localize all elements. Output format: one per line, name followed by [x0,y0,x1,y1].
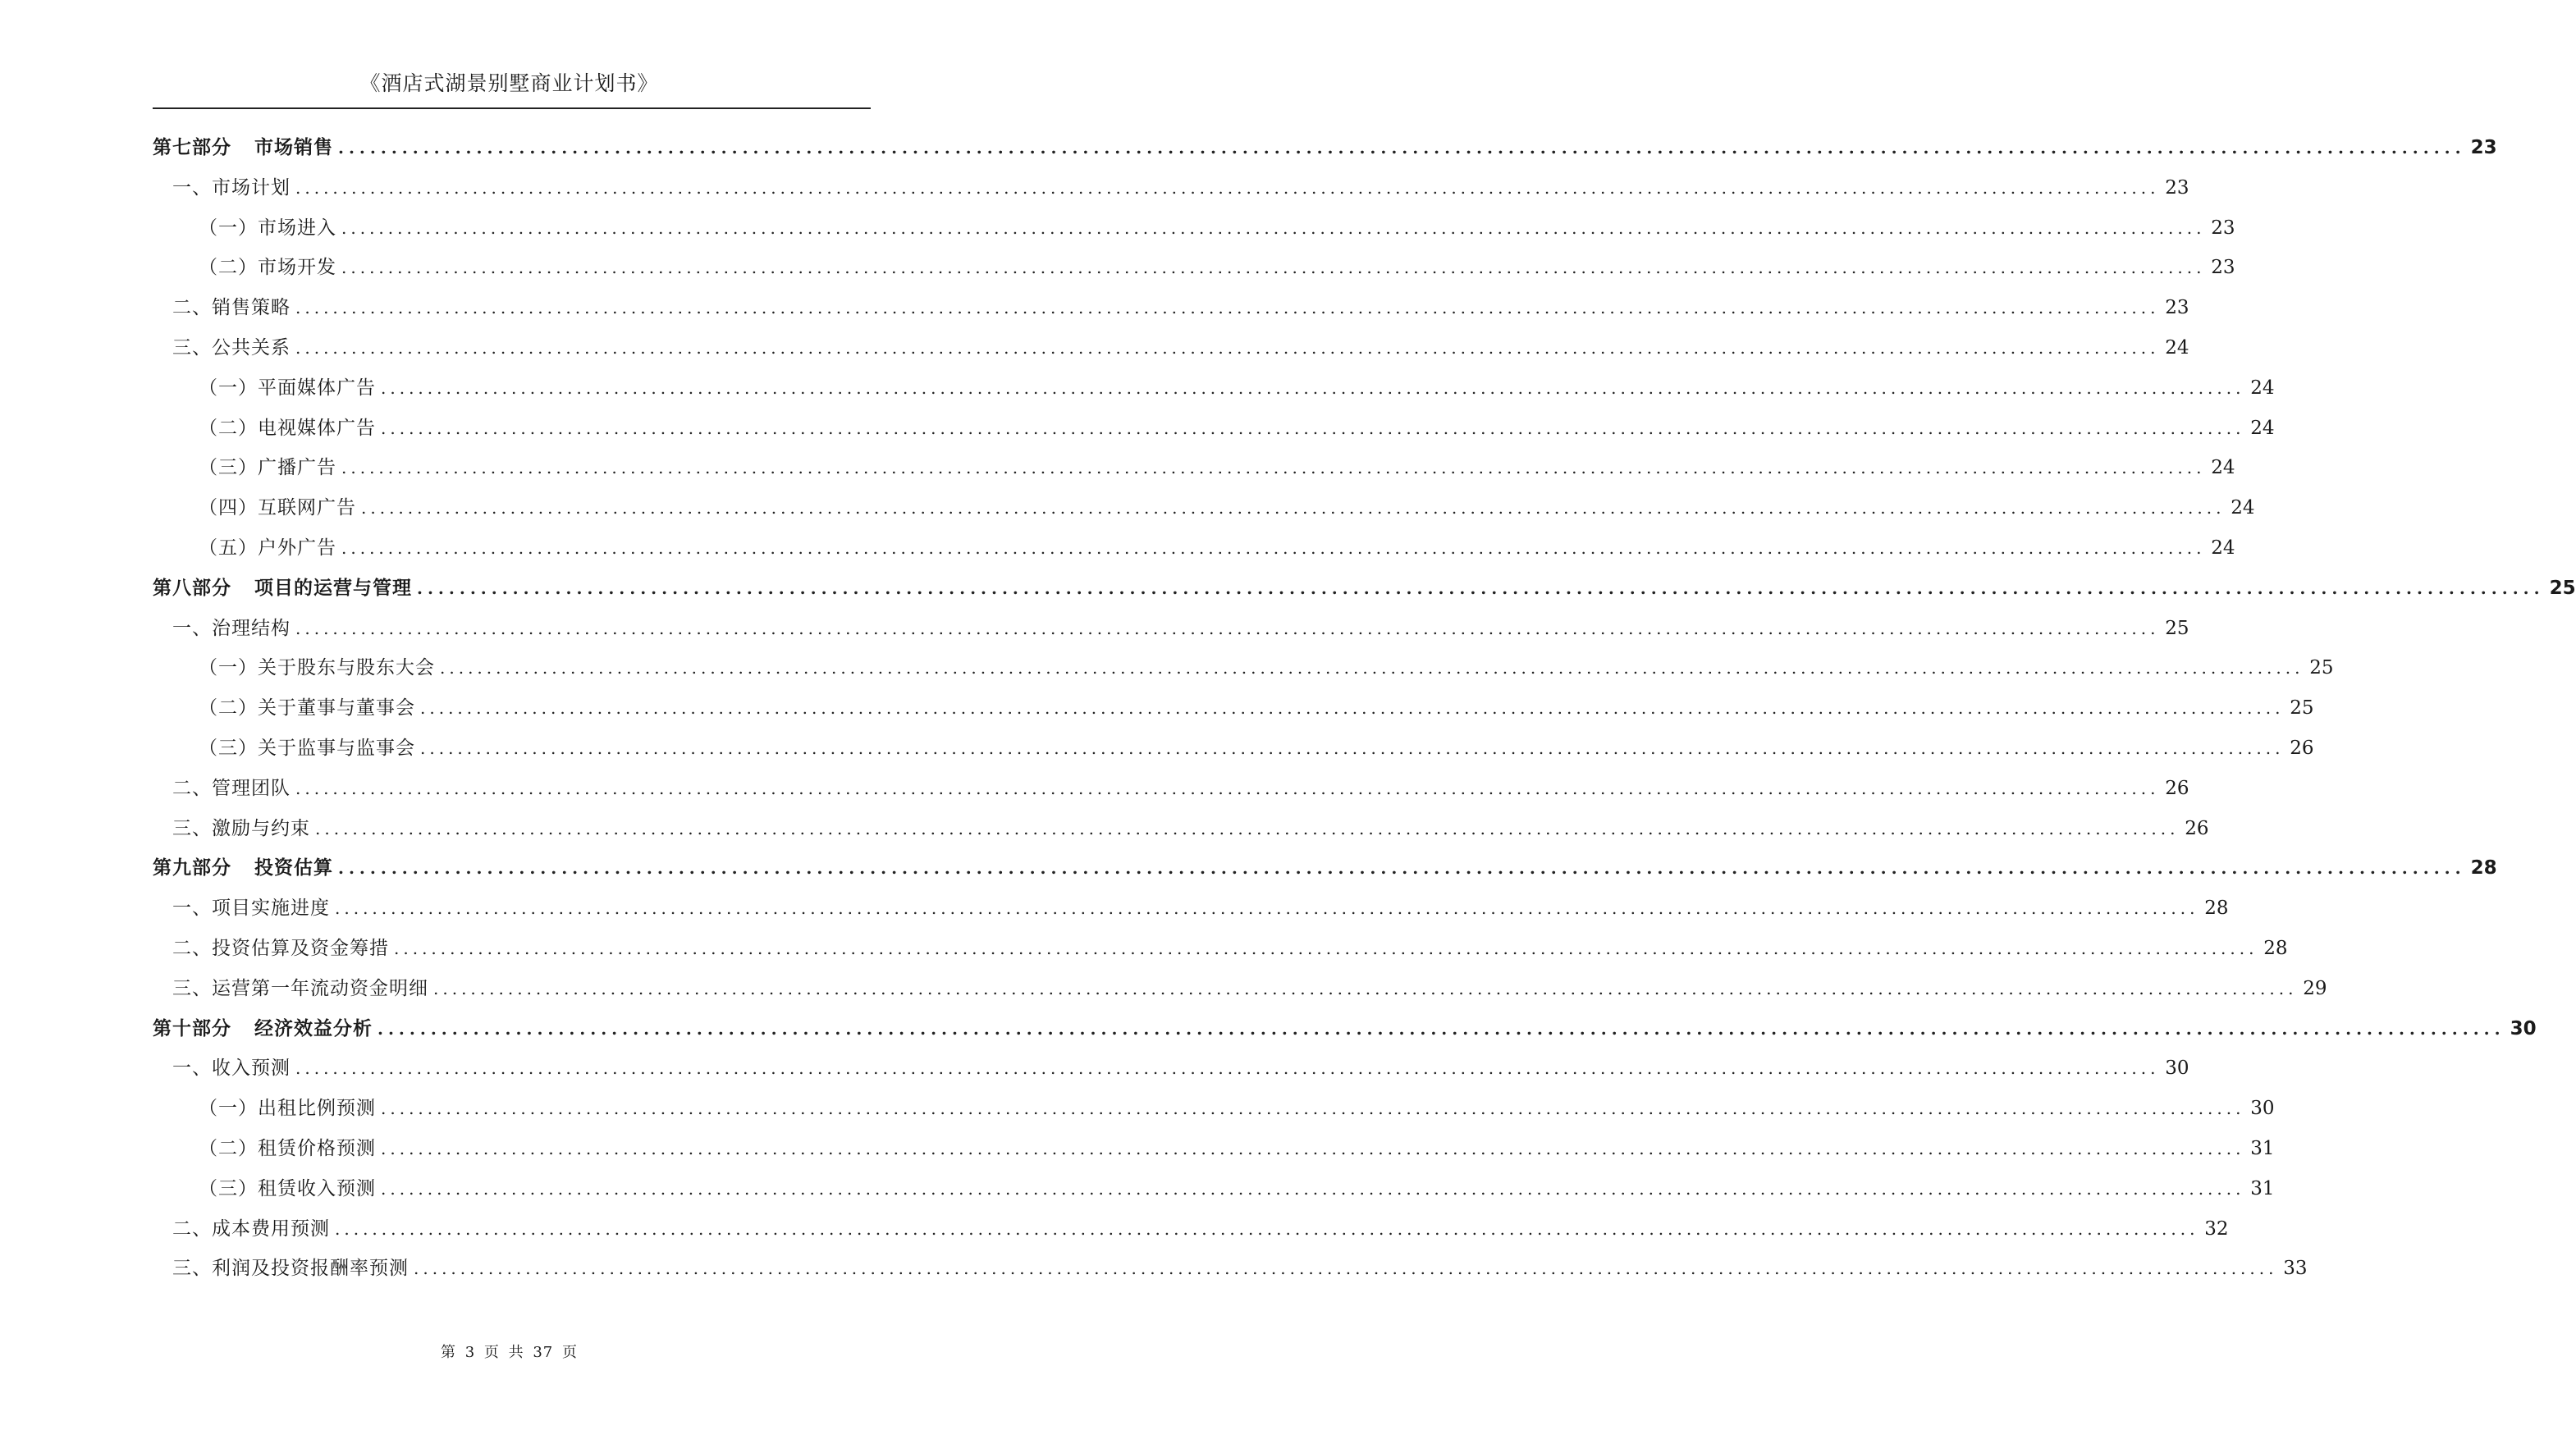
toc-subsection-entry[interactable] [153,368,2275,409]
toc-title-text: （二）关于董事与董事会 [199,697,415,720]
toc-leader-dots: ........................................................................................................................................................................................................ [381,1178,2245,1199]
toc-page-number: 24 [2211,457,2235,479]
toc-page-number: 30 [2510,1017,2537,1039]
toc-part-label: 第八部分 [153,577,231,599]
toc-entry-title [199,688,415,729]
toc-entry-title [172,889,330,929]
toc-page-number: 32 [2204,1217,2229,1240]
toc-title-text: 三、利润及投资报酬率预测 [172,1258,409,1280]
toc-page-number: 26 [2165,777,2189,799]
toc-page-number: 25 [2290,697,2314,720]
toc-title-text: 市场销售 [254,137,333,158]
toc-chapter-entry[interactable] [153,889,2229,929]
toc-entry-title [172,1048,291,1089]
toc-page-number: 30 [2165,1058,2189,1080]
page-footer: 第 3 页 共 37 页 [441,1344,578,1361]
toc-page-number: 29 [2303,977,2327,999]
toc-page-number: 30 [2250,1098,2275,1120]
toc-title-text: （二）市场开发 [199,257,336,279]
toc-chapter-entry[interactable] [153,168,2189,208]
toc-page-number: 24 [2250,377,2275,399]
toc-entry-title [199,648,435,688]
toc-page-number: 23 [2165,176,2189,199]
toc-subsection-entry[interactable] [153,448,2235,488]
toc-leader-dots: ........................................................................................................................................................................................................ [361,498,2226,518]
toc-leader-dots: ........................................................................................................................................................................................................ [394,938,2258,958]
toc-leader-dots: ........................................................................................................................................................................................................ [417,578,2545,598]
toc-page-number: 24 [2250,417,2275,439]
toc-leader-dots: ........................................................................................................................................................................................................ [341,258,2206,278]
toc-entry-title [199,368,376,409]
toc-entry-title [172,1249,409,1289]
toc-entry-title [172,609,291,649]
toc-entry-title [172,328,291,368]
document-header-title: 《酒店式湖景别墅商业计划书》 [359,71,659,95]
toc-entry-title [172,168,291,208]
toc-page-number: 23 [2211,217,2235,239]
toc-title-text: 二、成本费用预测 [172,1217,330,1240]
toc-subsection-entry[interactable] [153,488,2255,528]
toc-part-label: 第九部分 [153,857,231,879]
toc-title-text: 一、收入预测 [172,1058,291,1080]
toc-page-number: 25 [2309,657,2334,679]
toc-title-text: （一）平面媒体广告 [199,377,376,399]
toc-subsection-entry[interactable] [153,409,2275,449]
toc-leader-dots: ........................................................................................................................................................................................................ [295,298,2160,318]
toc-leader-dots: ........................................................................................................................................................................................................ [381,418,2245,438]
toc-page-number: 24 [2211,537,2235,559]
toc-page-number: 24 [2165,336,2189,359]
toc-subsection-entry[interactable] [153,1169,2275,1209]
toc-entry-title [153,1009,373,1049]
toc-leader-dots: ........................................................................................................................................................................................................ [420,698,2285,719]
toc-title-text: 二、投资估算及资金筹措 [172,937,389,959]
toc-leader-dots: ........................................................................................................................................................................................................ [440,658,2304,678]
toc-title-text: （五）户外广告 [199,537,336,559]
toc-entry-title [199,208,336,249]
toc-chapter-entry[interactable] [153,1048,2189,1089]
toc-chapter-entry[interactable] [153,288,2189,328]
toc-leader-dots: ........................................................................................................................................................................................................ [295,177,2160,198]
toc-leader-dots: ........................................................................................................................................................................................................ [295,618,2160,638]
toc-page-number: 23 [2470,137,2497,158]
toc-title-text: 项目的运营与管理 [254,577,412,599]
toc-title-text: （三）关于监事与监事会 [199,737,415,759]
toc-page-number: 31 [2250,1137,2275,1159]
toc-title-text: 投资估算 [254,857,333,879]
toc-leader-dots: ........................................................................................................................................................................................................ [381,1099,2245,1119]
toc-leader-dots: ........................................................................................................................................................................................................ [338,138,2466,158]
toc-subsection-entry[interactable] [153,248,2235,288]
toc-entry-title [199,1089,376,1129]
toc-chapter-entry[interactable] [153,1209,2229,1249]
toc-title-text: （三）广播广告 [199,457,336,479]
toc-entry-title [172,769,291,809]
toc-entry-title [199,248,336,288]
toc-entry-title [199,729,415,769]
toc-title-text: （二）租赁价格预测 [199,1137,376,1159]
toc-entry-title [199,409,376,449]
toc-page-number: 26 [2185,817,2209,839]
toc-entry-title [153,569,412,609]
toc-chapter-entry[interactable] [153,1249,2308,1289]
toc-page-number: 28 [2263,937,2288,959]
toc-leader-dots: ........................................................................................................................................................................................................ [335,898,2199,919]
toc-leader-dots: ........................................................................................................................................................................................................ [341,458,2206,478]
table-of-contents [153,128,2576,1289]
toc-title-text: （二）电视媒体广告 [199,417,376,439]
toc-title-text: （一）市场进入 [199,217,336,239]
toc-title-text: 二、管理团队 [172,777,291,799]
toc-page-number: 26 [2290,737,2314,759]
toc-leader-dots: ........................................................................................................................................................................................................ [381,1138,2245,1158]
toc-leader-dots: ........................................................................................................................................................................................................ [341,217,2206,238]
toc-title-text: 三、公共关系 [172,336,291,359]
toc-leader-dots: ........................................................................................................................................................................................................ [335,1218,2199,1239]
toc-page-number: 28 [2204,898,2229,920]
toc-title-text: 经济效益分析 [254,1017,373,1039]
toc-leader-dots: ........................................................................................................................................................................................................ [341,537,2206,558]
toc-chapter-entry[interactable] [153,809,2209,849]
toc-entry-title [172,288,291,328]
toc-subsection-entry[interactable] [153,528,2235,569]
toc-page-number: 33 [2283,1258,2308,1280]
toc-chapter-entry[interactable] [153,969,2327,1009]
toc-title-text: 一、治理结构 [172,617,291,639]
toc-leader-dots: ........................................................................................................................................................................................................ [420,738,2285,758]
toc-entry-title [199,1169,376,1209]
toc-leader-dots: ........................................................................................................................................................................................................ [414,1259,2278,1279]
toc-subsection-entry[interactable] [153,729,2314,769]
toc-title-text: 一、市场计划 [172,176,291,199]
toc-page-number: 31 [2250,1177,2275,1199]
toc-section-entry[interactable] [153,1009,2537,1049]
toc-leader-dots: ........................................................................................................................................................................................................ [377,1018,2505,1039]
toc-page-number: 23 [2211,257,2235,279]
toc-page-number: 28 [2470,857,2497,879]
toc-entry-title [199,528,336,569]
toc-title-text: 三、运营第一年流动资金明细 [172,977,428,999]
toc-title-text: 一、项目实施进度 [172,898,330,920]
toc-entry-title [199,1129,376,1169]
toc-chapter-entry[interactable] [153,929,2288,969]
toc-chapter-entry[interactable] [153,769,2189,809]
toc-entry-title [172,969,428,1009]
toc-leader-dots: ........................................................................................................................................................................................................ [295,337,2160,358]
toc-page-number: 24 [2231,497,2255,519]
toc-leader-dots: ........................................................................................................................................................................................................ [295,1058,2160,1079]
header-divider [153,107,871,109]
toc-title-text: （四）互联网广告 [199,497,356,519]
toc-section-entry[interactable] [153,569,2576,609]
toc-entry-title [172,1209,330,1249]
toc-entry-title [153,848,333,889]
toc-subsection-entry[interactable] [153,208,2235,249]
toc-page-number: 25 [2165,617,2189,639]
toc-title-text: （一）出租比例预测 [199,1098,376,1120]
toc-title-text: 二、销售策略 [172,297,291,319]
toc-leader-dots: ........................................................................................................................................................................................................ [315,818,2180,838]
toc-entry-title [199,488,356,528]
toc-subsection-entry[interactable] [153,688,2314,729]
toc-page-number: 25 [2549,577,2576,599]
toc-subsection-entry[interactable] [153,1129,2275,1169]
toc-entry-title [172,929,389,969]
toc-entry-title [172,809,310,849]
toc-subsection-entry[interactable] [153,1089,2275,1129]
toc-entry-title [153,128,333,168]
toc-chapter-entry[interactable] [153,609,2189,649]
toc-leader-dots: ........................................................................................................................................................................................................ [433,978,2298,998]
toc-page-number: 23 [2165,297,2189,319]
toc-title-text: （三）租赁收入预测 [199,1177,376,1199]
toc-leader-dots: ........................................................................................................................................................................................................ [338,858,2466,879]
toc-section-entry[interactable] [153,848,2497,889]
toc-leader-dots: ........................................................................................................................................................................................................ [295,778,2160,798]
toc-chapter-entry[interactable] [153,328,2189,368]
toc-entry-title [199,448,336,488]
toc-leader-dots: ........................................................................................................................................................................................................ [381,377,2245,398]
toc-part-label: 第十部分 [153,1017,231,1039]
toc-part-label: 第七部分 [153,137,231,158]
toc-title-text: （一）关于股东与股东大会 [199,657,435,679]
toc-title-text: 三、激励与约束 [172,817,310,839]
toc-section-entry[interactable] [153,128,2497,168]
toc-subsection-entry[interactable] [153,648,2334,688]
